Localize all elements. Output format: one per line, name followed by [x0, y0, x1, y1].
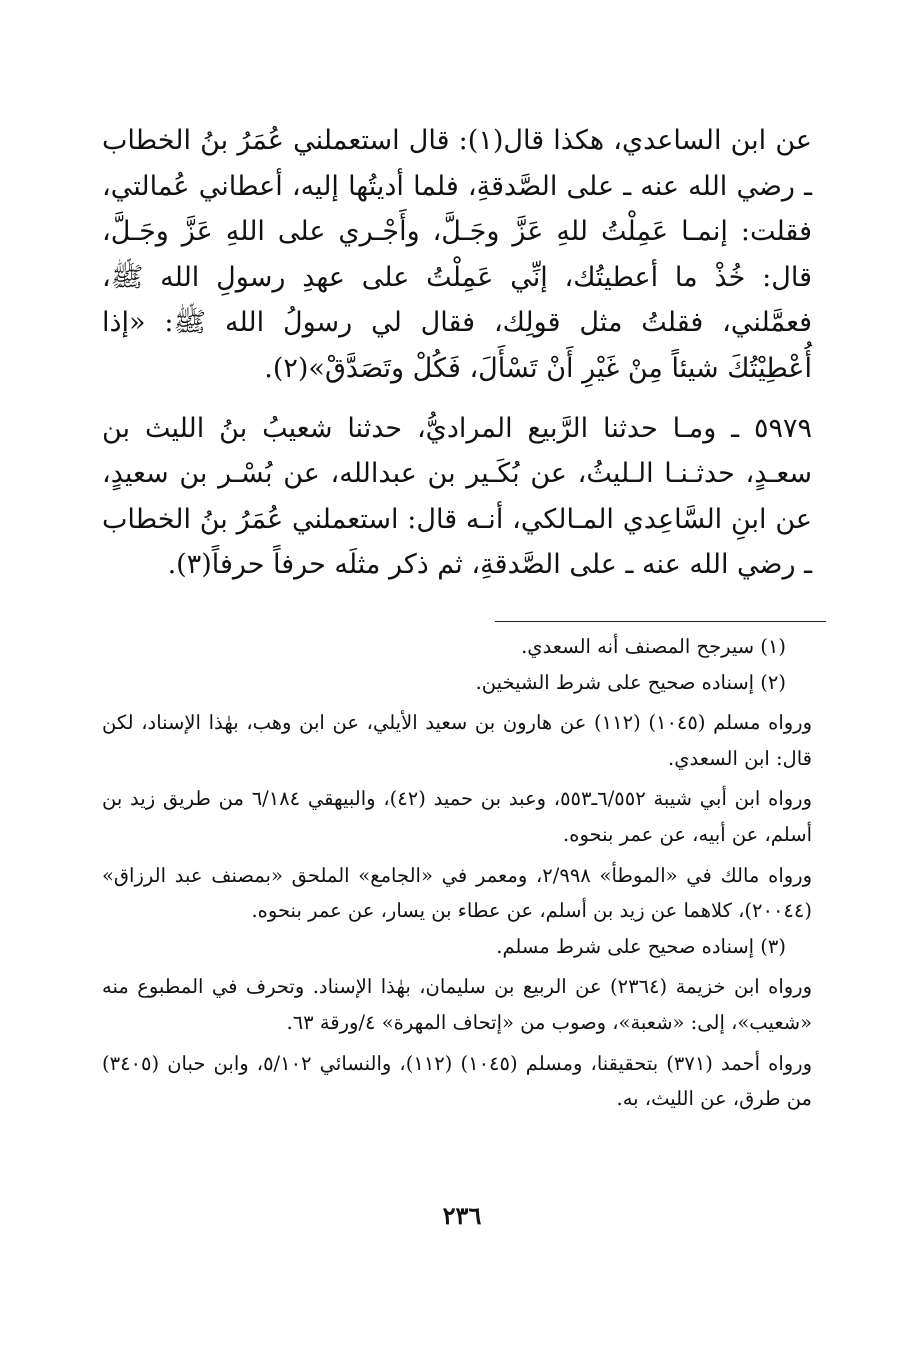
footnote-2-detail: ورواه مسلم (١٠٤٥) (١١٢) عن هارون بن سعيد الأيلي، عن ابن وهب، بهٰذا الإسناد، لكن قال: ابن السعدي. [102, 711, 812, 770]
footnote-3: (٣) إسناده صحيح على شرط مسلم. [496, 934, 786, 958]
main-text [102, 118, 812, 588]
footnote-3-detail: ورواه أحمد (٣٧١) بتحقيقنا، ومسلم (١٠٤٥) (١١٢)، والنسائي ٥/١٠٢، وابن حبان (٣٤٠٥) من طرق، عن الليث، به. [102, 1051, 812, 1111]
footnote-2-detail: ورواه ابن أبي شيبة ٦/٥٥٢ـ٥٥٣، وعبد بن حميد (٤٢)، والبيهقي ٦/١٨٤ من طريق زيد بن أسلم، عن أبيه، عن عمر بنحوه. [102, 787, 812, 846]
footnotes [102, 629, 812, 1117]
main-paragraph: عن ابن الساعدي، هكذا قال(١): قال استعملني عُمَرُ بنُ الخطاب ـ رضي الله عنه ـ على الصَّدقةِ، فلما أديتُها إليه، أعطاني عُمالتي، فقلت: إنمـا عَمِلْتُ للهِ عَزَّ وجَـلَّ، وأَجْـري على اللهِ عَزَّ وجَـلَّ، قال: خُذْ ما أعطيتُك، إنِّي عَمِلْتُ على عهدِ رسولِ الله ﷺ، فعمَّلني، فقلتُ مثل قولِك، فقال لي رسولُ الله ﷺ: «إذا أُعْطِيْتُكَ شيئاً مِنْ غَيْرِ أَنْ تَسْأَلَ، فَكُلْ وتَصَدَّقْ»(٢). [102, 125, 812, 384]
footnote-separator [495, 621, 826, 622]
footnote-3-detail: ورواه ابن خزيمة (٢٣٦٤) عن الربيع بن سليمان، بهٰذا الإسناد. وتحرف في المطبوع منه «شعيب»، إلى: «شعبة»، وصوب من «إتحاف المهرة» ٤/ورقة ٦٣. [102, 975, 812, 1034]
footnote-1: (١) سيرجح المصنف أنه السعدي. [521, 635, 786, 658]
page-number: ٢٣٦ [442, 1201, 482, 1230]
hadith-paragraph: ٥٩٧٩ ـ ومـا حدثنا الرَّبيع المراديُّ، حدثنا شعيبُ بنُ الليث بن سعـدٍ، حدثـنـا الـليثُ، عن بُكَـير بن عبدالله، عن بُسْـر بن سعيدٍ، عن ابنِ السَّاعِدي المـالكي، أنـه قال: استعملني عُمَرُ بنُ الخطاب ـ رضي الله عنه ـ على الصَّدقةِ، ثم ذكر مثلَه حرفاً حرفاً(٣). [102, 412, 812, 581]
footnote-2: (٢) إسناده صحيح على شرط الشيخين. [475, 670, 786, 694]
footnote-2-detail: ورواه مالك في «الموطأ» ٢/٩٩٨، ومعمر في «الجامع» الملحق «بمصنف عبد الرزاق» (٢٠٠٤٤)، كلاهما عن زيد بن أسلم، عن عطاء بن يسار، عن عمر بنحوه. [102, 863, 813, 923]
